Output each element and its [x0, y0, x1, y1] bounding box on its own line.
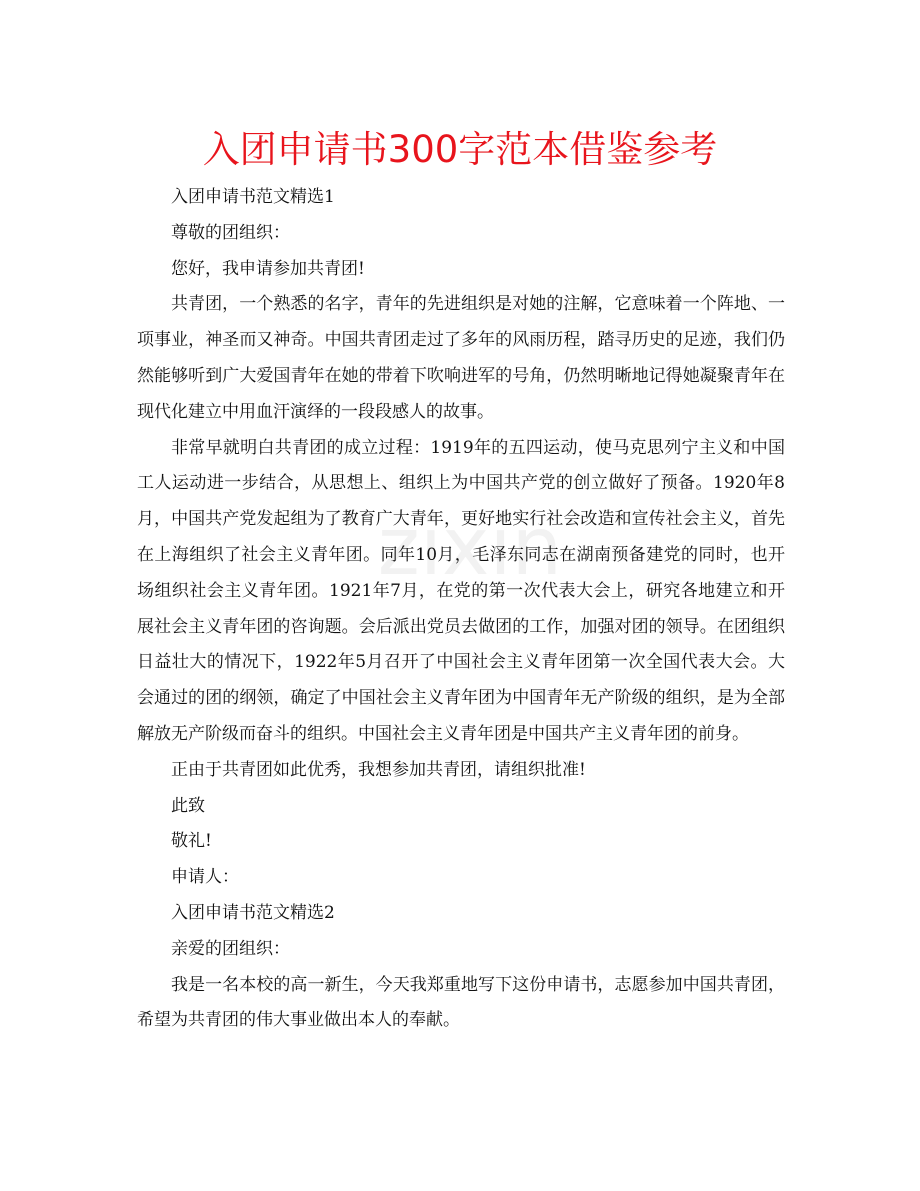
closing-cizhi: 此致 [171, 795, 205, 816]
body-paragraph-3: 我是一名本校的高一新生，今天我郑重地写下这份申请书，志愿参加中国共青团，希望为共青团的伟大事业做出本人的奉献。 [137, 974, 785, 1031]
applicant-label: 申请人： [171, 867, 239, 888]
greeting: 您好，我申请参加共青团! [171, 258, 365, 279]
body-paragraph-1: 共青团，一个熟悉的名字，青年的先进组织是对她的注解，它意味着一个阵地、一项事业，神圣而又神奇。中国共青团走过了多年的风雨历程，踏寻历史的足迹，我们仍然能够听到广大爱国青年在她的带着下吹响进军的号角，仍然明晰地记得她凝聚青年在现代化建立中用血汗演绎的一段段感人的故事。 [137, 294, 785, 422]
body-paragraph-2: 非常早就明白共青团的成立过程：1919年的五四运动，使马克思列宁主义和中国工人运动进一步结合，从思想上、组织上为中国共产党的创立做好了预备。1920年8月，中国共产党发起组为了教育广大青年，更好地实行社会改造和宣传社会主义，首先在上海组织了社会主义青年团。同年10月，毛泽东同志在湖南预备建党的同时，也开场组织社会主义青年团。1921年7月，在党的第一次代表大会上，研究各地建立和开展社会主义青年团的咨询题。会后派出党员去做团的工作，加强对团的领导。在团组织日益壮大的情况下，1922年5月召开了中国社会主义青年团第一次全国代表大会。大会通过的团的纲领，确定了中国社会主义青年团为中国青年无产阶级的组织，是为全部解放无产阶级而奋斗的组织。中国社会主义青年团是中国共产主义青年团的前身。 [137, 437, 785, 744]
document-body [137, 180, 785, 1039]
section-heading-2: 入团申请书范文精选2 [171, 902, 335, 923]
salutation-1: 尊敬的团组织： [171, 222, 290, 243]
closing-request: 正由于共青团如此优秀，我想参加共青团，请组织批准! [171, 759, 586, 780]
document-title: 入团申请书300字范本借鉴参考 [202, 128, 718, 171]
closing-jingli: 敬礼! [171, 831, 212, 852]
salutation-2: 亲爱的团组织： [171, 938, 290, 959]
watermark: zixin [377, 500, 563, 593]
section-heading-1: 入团申请书范文精选1 [171, 187, 335, 207]
